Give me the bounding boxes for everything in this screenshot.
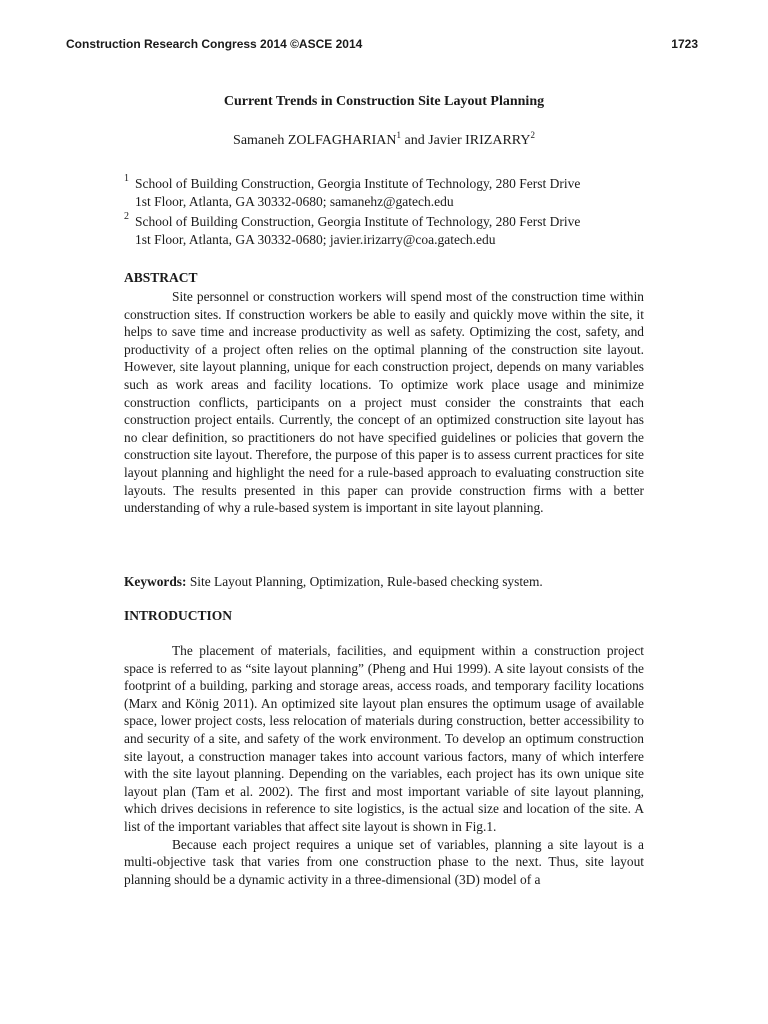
author-1-affiliation-mark: 1 — [396, 130, 401, 140]
author-line — [0, 130, 768, 149]
affiliation-2 — [124, 213, 654, 249]
author-1: Samaneh ZOLFAGHARIAN — [233, 133, 397, 148]
introduction-paragraph-1: The placement of materials, facilities, and equipment within a construction project space is referred to as “site layout planning” (Pheng and Hui 1999). A site layout consists of the footprint of a building, parking and storage areas, access roads, and temporary facility locations (Marx and König 2011). An optimized site layout plan ensures the optimum usage of available space, lower project costs, less relocation of materials during construction, better accessibility to and security of a site, and safety of the work environment. To develop an optimum construction site layout, a construction manager takes into account various factors, many of which interfere with the site layout planning. Depending on the variables, each project has its own unique site layout plan (Tam et al. 2002). The first and most important variable of site layout planning, which drives decisions in reference to site logistics, is the actual size and location of the site. A list of the important variables that affect site layout is shown in Fig.1. — [124, 643, 644, 834]
affiliation-1-mark: 1 — [124, 173, 129, 184]
keywords-line — [124, 573, 644, 591]
abstract-body — [124, 288, 644, 517]
affiliation-1-line-1: School of Building Construction, Georgia Institute of Technology, 280 Ferst Drive — [135, 176, 581, 191]
conference-name: Construction Research Congress 2014 ©ASCE 2014 — [66, 37, 363, 51]
affiliation-1-line-2: 1st Floor, Atlanta, GA 30332-0680; samanehz@gatech.edu — [135, 194, 454, 209]
affiliation-1 — [124, 175, 654, 211]
author-2: Javier IRIZARRY — [428, 133, 531, 148]
keywords — [124, 573, 644, 591]
abstract-paragraph: Site personnel or construction workers will spend most of the construction time within construction sites. If construction workers be able to easily and quickly move within the site, it helps to save time and increase productivity as well as safety. Optimizing the cost, safety, and productivity of a project often relies on the optimal planning of the construction site layout. However, site layout planning, unique for each construction project, depends on many variables such as work areas and facility locations. To optimize work place usage and minimize construction conflicts, participants on a project must consider the constraints that each construction project entails. Currently, the concept of an optimized construction site layout has no clear definition, so practitioners do not have specified guidelines or policies that govern the construction site layout. Therefore, the purpose of this paper is to assess current practices for site layout planning and highlight the need for a rule-based approach to evaluating construction site layouts. The results presented in this paper can provide construction firms with a better understanding of why a rule-based system is important in site layout planning. — [124, 289, 644, 516]
page-number: 1723 — [671, 37, 698, 51]
keywords-label: Keywords: — [124, 574, 187, 589]
keywords-text: Site Layout Planning, Optimization, Rule-based checking system. — [186, 574, 543, 589]
introduction-body — [124, 642, 644, 888]
abstract-heading: ABSTRACT — [124, 270, 198, 285]
paper-title: Current Trends in Construction Site Layout Planning — [223, 94, 545, 109]
affiliation-2-line-1: School of Building Construction, Georgia Institute of Technology, 280 Ferst Drive — [135, 214, 581, 229]
author-connector: and — [400, 133, 429, 148]
introduction-paragraph-2: Because each project requires a unique set of variables, planning a site layout is a multi-objective task that varies from one construction phase to the next. Thus, site layout planning should be a dynamic activity in a three-dimensional (3D) model of a — [124, 836, 644, 887]
author-2-affiliation-mark: 2 — [530, 130, 535, 140]
introduction-heading: INTRODUCTION — [124, 608, 233, 623]
affiliation-2-line-2: 1st Floor, Atlanta, GA 30332-0680; javier.irizarry@coa.gatech.edu — [135, 232, 496, 247]
affiliation-2-mark: 2 — [124, 211, 129, 222]
running-header — [66, 37, 698, 51]
